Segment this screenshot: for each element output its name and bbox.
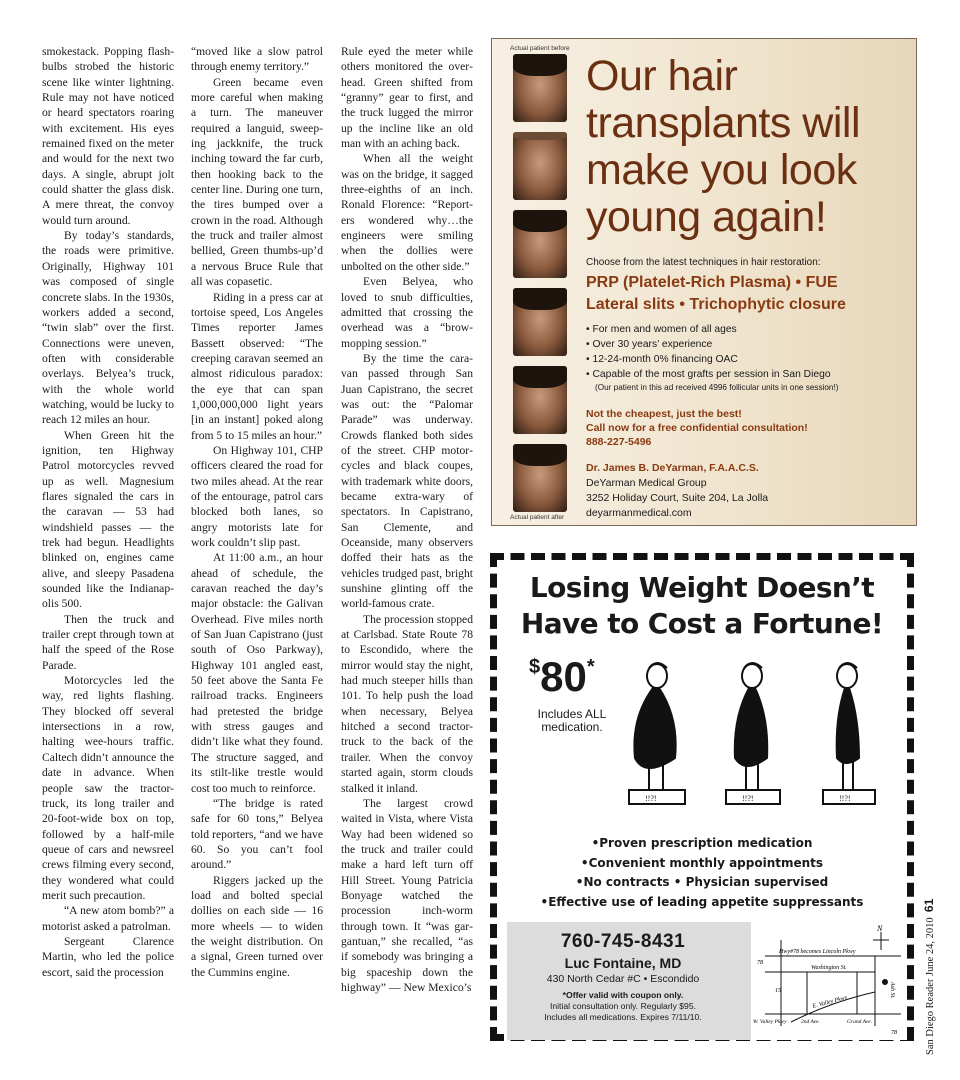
paragraph: Riding in a press car at tortoise speed, Los Angeles Times reporter James Bassett observed: “The creeping caravan seemed an almost ridiculous paradox: the eye that can span 1,000,000,000 light years [in an instant] poked along from 5 to 15 miles an hour.” — [191, 290, 323, 442]
paragraph: The procession stopped at Carlsbad. State Route 78 to Escondido, where the mirror would stay the night, had much steeper hills than 101. To help push the load when necessary, Belyea hitched a second tractor-truck to the back of the trailer. When the convoy started again, storm clouds stalked it inland. — [341, 612, 473, 795]
paragraph: Sergeant Clarence Martin, who led the police escort, said the procession — [42, 934, 174, 979]
technique-line: Lateral slits • Trichophytic closure — [586, 296, 846, 313]
paragraph: Even Belyea, who loved to snub difficulties, admitted that crossing the overhead was a “brow-mopping session.” — [341, 275, 473, 350]
offer-terms — [507, 990, 739, 1023]
woman-on-scale-illustration — [627, 658, 897, 823]
benefit-item: • Convenient monthly appointments — [497, 854, 907, 874]
map-label: E. Valley Pkwy — [811, 994, 849, 1010]
clinic-phone: 760-745-8431 — [560, 931, 686, 952]
svg-text:!!?!: !!?! — [742, 794, 754, 803]
map-compass: N — [877, 924, 883, 933]
benefit-item: • No contracts • Physician supervised — [497, 873, 907, 893]
paragraph: When all the weight was on the bridge, it sagged three-eighths of an inch. Ronald Florence: “Reporters wondered why…the engineers were smiling when the dollies were unbolted on the other side.” — [341, 152, 473, 273]
graft-note: (Our patient in this ad received 4996 follicular units in one session!) — [595, 383, 839, 392]
article-column-1 — [42, 44, 174, 980]
map-label: 2nd Ave. — [801, 1019, 820, 1025]
ad-headline — [497, 570, 907, 642]
route-sign: 78 — [891, 1030, 897, 1036]
price-amount: 80 — [540, 653, 587, 700]
price-symbol: $ — [529, 656, 541, 678]
paragraph: Riggers jacked up the load and bolted special dollies on each side — 16 more wheels — to widen the weight distribution. On a signal, Green turned over the Cummins engine. — [191, 873, 323, 979]
cta-line: Not the cheapest, just the best! — [586, 408, 742, 420]
footer-text — [920, 880, 938, 1055]
clinic-contact — [507, 930, 739, 1023]
map-label: Grand Ave. — [847, 1019, 872, 1025]
feature-list — [586, 322, 908, 382]
feature-item: • 12-24-month 0% financing OAC — [586, 352, 908, 367]
article-column-3 — [341, 44, 473, 995]
map-label: Hwy#78 becomes Lincoln Pkwy — [779, 949, 856, 955]
weight-loss-coupon-ad — [490, 553, 914, 1041]
paragraph: By today’s standards, the roads were primitive. Originally, Highway 101 was composed of single concrete slabs. In the 1930s, workers added a second, “twin slab” over the first. Connections were uneven, often with considerable overlays. Belyea’s truck, with the whole world watching, would be lucky to reach 12 miles an hour. — [42, 229, 174, 427]
call-to-action — [586, 407, 908, 449]
map-label: W. Valley Pkwy — [753, 1019, 787, 1025]
offer-line: Initial consultation only. Regularly $95. — [549, 1001, 697, 1011]
technique-line: PRP (Platelet-Rich Plasma) • FUE — [586, 274, 838, 291]
feature-item: • Capable of the most grafts per session in San Diego — [586, 367, 908, 382]
patient-photo — [513, 288, 567, 356]
price — [529, 653, 595, 700]
paragraph: At 11:00 a.m., an hour ahead of schedule, the caravan reached the day’s major obstacle: the Galivan Overhead. Five miles north of San Juan Capistrano (just south of Oso Parkway), Highway 101 angled east, 50 feet above the Santa Fe railroad tracks. Engineers had pretested the bridge with stress gauges and didn’t like what they found. The structure sagged, and its stilt-like trestle would cost too much to reinforce. — [191, 551, 323, 795]
medical-group: DeYarman Medical Group — [586, 477, 707, 489]
offer-line: *Offer valid with coupon only. — [562, 990, 684, 1000]
offer-line: Includes all medications. Expires 7/11/10. — [544, 1012, 702, 1022]
clinic-info-panel — [507, 922, 897, 1040]
paragraph: “The bridge is rated safe for 60 tons,” Belyea told reporters, “and we have 60. So you can’t fool around.” — [191, 796, 323, 872]
article-column-2 — [191, 44, 323, 980]
svg-text:!!?!: !!?! — [839, 794, 851, 803]
paragraph: On Highway 101, CHP officers cleared the road for two miles ahead. At the rear of the entourage, patrol cars blocked both lanes, so angry motorists late for work couldn’t slip past. — [191, 443, 323, 549]
paragraph: Motorcycles led the way, red lights flashing. They blocked off several intersections in a row, halting wee-hours traffic. Caltech didn’t announce the date in advance. When people saw the tractor-truck, its long trailer and 20-foot-wide box on top, followed by a half-mile queue of cars and newsreel crews filming every second, they wondered what could merit such precaution. — [42, 674, 174, 902]
clinic-address: 430 North Cedar #C • Escondido — [546, 973, 700, 985]
ad-headline: Our hair transplants will make you look young again! — [586, 52, 860, 241]
cta-line: Call now for a free confidential consultation! — [586, 422, 808, 434]
doctor-info — [586, 461, 908, 521]
headline-line: Have to Cost a Fortune! — [520, 607, 884, 640]
clinic-doctor: Luc Fontaine, MD — [564, 955, 682, 971]
cta-phone: 888-227-5496 — [586, 436, 652, 448]
paragraph: By the time the caravan passed through San Juan Capistrano, the secret was out: the “Palomar Parade” was underway. Crowds flanked both sides of the street. CHP motorcycles and black coupes, with trademark white doors, became extra-wary of spectators. In Capistrano, San Clemente, and Oceanside, many observers doffed their hats as the vehicles trudged past, bright sunshine glinting off the world-famous crate. — [341, 351, 473, 611]
map-label: Washington St. — [811, 965, 847, 971]
paragraph: “moved like a slow patrol through enemy territory.” — [191, 45, 323, 74]
paragraph: Then the truck and trailer crept through town at half the speed of the Rose Parade. — [42, 612, 174, 672]
caption-after: Actual patient after — [510, 514, 565, 521]
patient-photo — [513, 366, 567, 434]
benefit-item: • Proven prescription medication — [497, 834, 907, 854]
publication-line: San Diego Reader June 24, 2010 — [925, 917, 936, 1055]
patient-photo — [513, 54, 567, 122]
price-asterisk: * — [586, 656, 595, 678]
paragraph: Rule eyed the meter while others monitored the overhead. Green shifted from “granny” gear to first, and the truck lugged the mirror up the incline like an old man with an aching back. — [341, 45, 473, 151]
feature-item: • For men and women of all ages — [586, 322, 908, 337]
svg-text:!!?!: !!?! — [645, 794, 657, 803]
ad-body — [586, 257, 908, 521]
map-label: Ash St. — [889, 982, 895, 999]
benefit-item: • Effective use of leading appetite suppressants — [497, 893, 907, 913]
website: deyarmanmedical.com — [586, 507, 692, 519]
paragraph: Green became even more careful when making a turn. The maneuver required a languid, sweeping jackknife, the truck inching toward the far curb, then hooking back to the center line. During one turn, the tires bumped over a crown in the road. Although the truck and trailer almost bellied, Green thumbs-up’d a nervous Bruce Rule that all was copasetic. — [191, 75, 323, 289]
caption-before: Actual patient before — [510, 45, 570, 52]
figure-medium — [726, 663, 780, 804]
patient-photo — [513, 210, 567, 278]
location-marker — [882, 979, 888, 985]
doctor-name: Dr. James B. DeYarman, F.A.A.C.S. — [586, 462, 759, 474]
paragraph: smokestack. Popping flashbulbs strobed the historic scene like winter lightning. Rule may not have noticed or heard spectators roaring with excitement. His eyes remained fixed on the meter and would for the next two days. A single, abrupt jolt could shatter the glass disk. A mere threat, the convoy would turn around. — [42, 45, 174, 227]
headline-line: Losing Weight Doesn’t — [529, 571, 875, 604]
paragraph: When Green hit the ignition, ten Highway Patrol motorcycles revved up as well. Magnesium flares signaled the cars in the caravan — 53 had windshield passes — the trek had begun. Headlights blinked on, engines came alive, and sleepy Pasadena sounded like the Indianapolis 500. — [42, 428, 174, 611]
route-sign: 78 — [757, 960, 763, 966]
hair-transplant-ad — [491, 38, 917, 526]
patient-photo-strip — [510, 45, 570, 521]
patient-photo — [513, 444, 567, 512]
page-footer — [920, 880, 938, 1055]
patient-photo — [513, 132, 567, 200]
benefit-list — [497, 834, 907, 912]
figure-slim — [823, 663, 875, 804]
location-map — [751, 922, 907, 1040]
feature-item: • Over 30 years’ experience — [586, 337, 908, 352]
ad-intro: Choose from the latest techniques in hair restoration: — [586, 257, 821, 268]
includes-medication: Includes ALL medication. — [537, 707, 607, 734]
doctor-address: 3252 Holiday Court, Suite 204, La Jolla — [586, 492, 769, 504]
route-sign: 15 — [775, 988, 781, 994]
paragraph: The largest crowd waited in Vista, where Vista Way had been widened so the truck and trailer could make a hard left turn off Hill Street. Young Patricia Bonyage watched the procession inch-worm through town. It “was gargantuan,” she recalled, “as if somebody was bringing a big spaceship down the highway” — New Mexico’s — [341, 796, 473, 994]
figure-large — [629, 663, 685, 804]
paragraph: “A new atom bomb?” a motorist asked a patrolman. — [42, 904, 174, 933]
page-number: 61 — [922, 898, 936, 913]
